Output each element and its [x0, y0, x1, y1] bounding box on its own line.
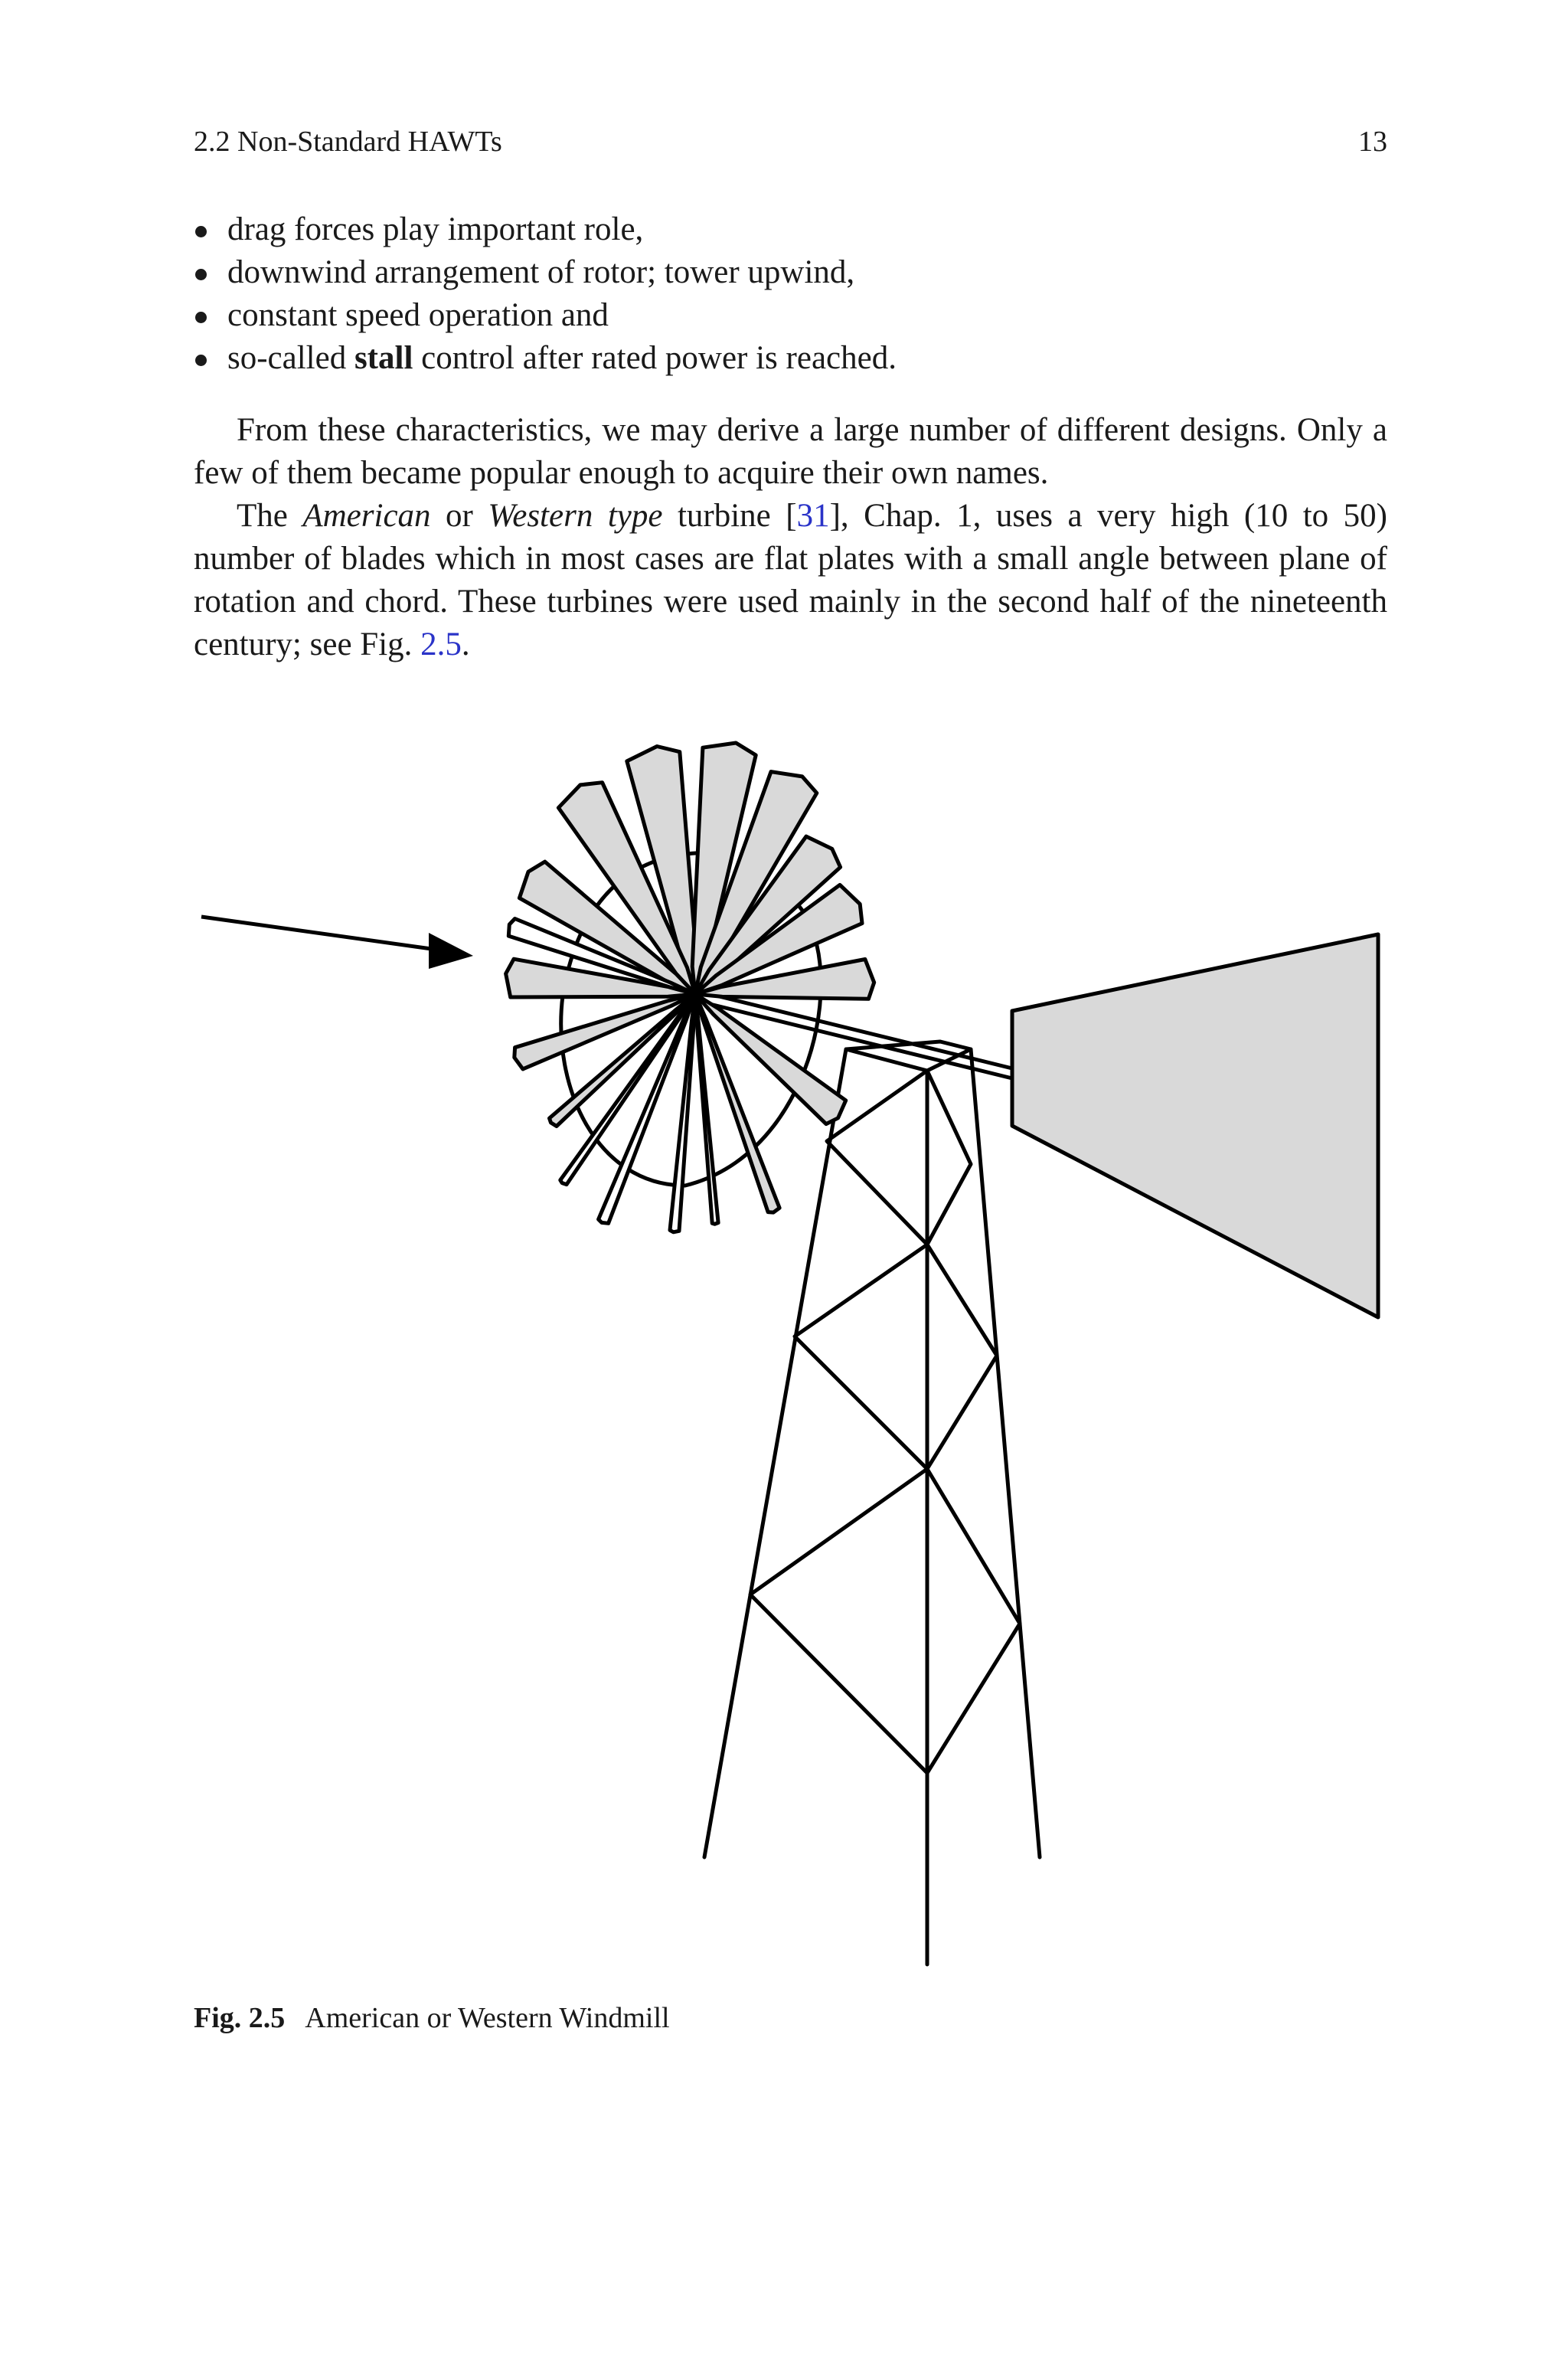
- figure-caption-text: American or Western Windmill: [305, 2002, 670, 2034]
- tower-cross-brace: [795, 1245, 997, 1469]
- figure-label: Fig. 2.5: [194, 2002, 286, 2034]
- citation-link[interactable]: 31: [796, 498, 830, 534]
- bullet-item: constant speed operation and: [194, 294, 1387, 337]
- tower-cross-brace: [827, 1071, 971, 1245]
- running-head-section: 2.2 Non-Standard HAWTs: [194, 126, 502, 158]
- wind-direction-arrow: [201, 917, 473, 969]
- tower-right-leg: [971, 1049, 1040, 1857]
- bullet-item: drag forces play important role,: [194, 208, 1387, 251]
- blade-set: [506, 743, 874, 1232]
- arrowhead-icon: [429, 933, 473, 969]
- bold-term-stall: stall: [354, 340, 413, 376]
- term-american: American: [302, 498, 431, 534]
- paragraph-1: From these characteristics, we may derive a large number of different designs. Only a few of them became popular enough to acquire their own names.: [194, 412, 1387, 491]
- tail-vane: [1012, 934, 1378, 1317]
- lattice-tower: [704, 1042, 1040, 1964]
- bullet-item: downwind arrangement of rotor; tower upwind,: [194, 251, 1387, 294]
- rotor-hub: [688, 986, 703, 1002]
- figure-ref-link[interactable]: 2.5: [420, 626, 462, 662]
- figure-caption: [194, 1999, 670, 2037]
- term-western-type: Western type: [488, 498, 663, 534]
- bullet-item: so-called stall control after rated power is reached.: [194, 337, 1387, 380]
- tower-cross-brace: [750, 1469, 1020, 1773]
- tower-cap: [846, 1042, 971, 1071]
- page-number: 13: [1358, 126, 1387, 158]
- paragraph-2: The American or Western type turbine [31], Chap. 1, uses a very high (10 to 50) number of blades which in most cases are flat plates with a small angle between plane of rotation and chord. These turbines were used mainly in the second half of the nineteenth century; see Fig. 2.5.: [194, 498, 1387, 662]
